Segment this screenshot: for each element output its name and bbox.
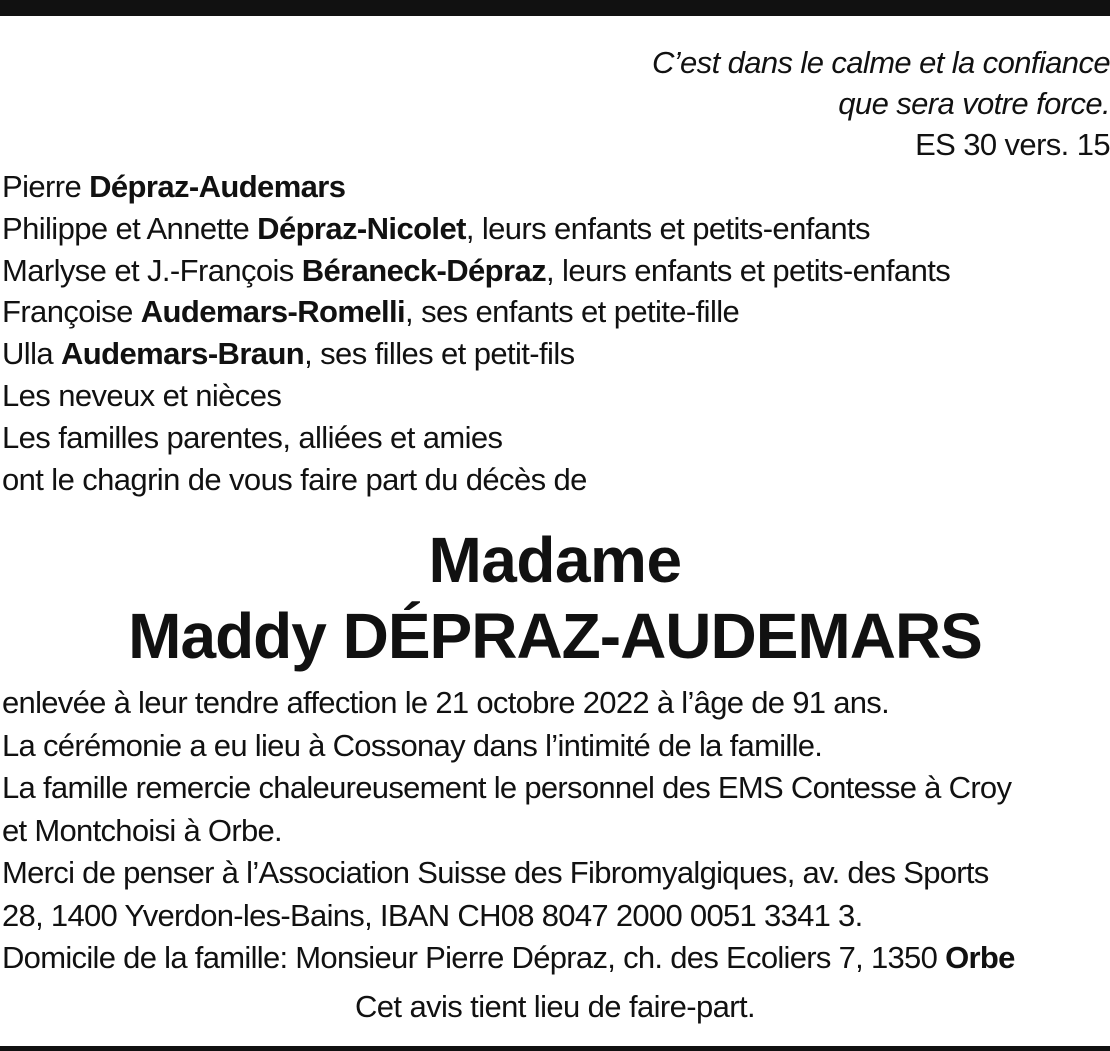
- epigraph-verse-line-2: que sera votre force.: [838, 86, 1110, 121]
- deceased-title: Madame: [428, 524, 682, 596]
- mourner-given-names: Philippe et Annette: [2, 210, 258, 246]
- mourner-relation: , ses enfants et petite-fille: [405, 294, 740, 330]
- mourner-surname: Audemars-Braun: [61, 336, 305, 372]
- domicile-address: Domicile de la famille: Monsieur Pierre Dépraz, ch. des Ecoliers 7, 1350: [2, 940, 946, 975]
- mourner-line: [2, 375, 950, 417]
- mourner-surname: Dépraz-Audemars: [89, 169, 346, 204]
- mourner-given-names: Pierre: [2, 169, 90, 204]
- domicile-town: Orbe: [945, 940, 1015, 975]
- mourner-line: [2, 417, 950, 459]
- mourner-line: [2, 250, 950, 292]
- mourner-line: [2, 166, 950, 208]
- announcement-text: ont le chagrin de vous faire part du décès de: [2, 461, 587, 497]
- deceased-heading: [0, 522, 1110, 674]
- family-domicile: [2, 937, 1015, 980]
- mourner-relation: , leurs enfants et petits-enfants: [546, 252, 951, 288]
- mourner-given-names: Marlyse et J.-François: [2, 252, 302, 288]
- notice-details: [2, 682, 1015, 980]
- mourner-line: [2, 208, 950, 250]
- mourner-line: [2, 291, 950, 333]
- mourner-group: Les neveux et nièces: [2, 377, 282, 413]
- mourner-line: [2, 333, 950, 375]
- death-date-text: enlevée à leur tendre affection le 21 octobre 2022 à l’âge de 91 ans.: [2, 685, 889, 720]
- mourner-surname: Audemars-Romelli: [140, 294, 406, 330]
- deceased-name: Maddy DÉPRAZ-AUDEMARS: [128, 600, 982, 672]
- bottom-border-rule: [0, 1046, 1110, 1051]
- ceremony-text: La cérémonie a eu lieu à Cossonay dans l’intimité de la famille.: [2, 727, 823, 763]
- epigraph-reference: ES 30 vers. 15: [915, 127, 1110, 162]
- top-border-rule: [0, 0, 1110, 16]
- mourner-given-names: Ulla: [2, 336, 62, 372]
- donation-text-line-2: 28, 1400 Yverdon-les-Bains, IBAN CH08 8047 2000 0051 3341 3.: [2, 897, 863, 933]
- mourner-group: Les familles parentes, alliées et amies: [2, 419, 503, 455]
- mourner-given-names: Françoise: [2, 294, 141, 330]
- mourners-list: [2, 166, 950, 500]
- closing-note: Cet avis tient lieu de faire-part.: [354, 989, 756, 1024]
- mourner-surname: Dépraz-Nicolet: [257, 210, 466, 246]
- mourner-surname: Béraneck-Dépraz: [301, 252, 547, 288]
- mourner-relation: , leurs enfants et petits-enfants: [465, 210, 870, 246]
- thanks-text-line-2: et Montchoisi à Orbe.: [2, 812, 282, 848]
- epigraph-verse-line-1: C’est dans le calme et la confiance: [651, 45, 1110, 80]
- thanks-text-line-1: La famille remercie chaleureusement le personnel des EMS Contesse à Croy: [2, 770, 1012, 805]
- epigraph: [652, 42, 1110, 165]
- mourner-relation: , ses filles et petit-fils: [304, 336, 575, 372]
- donation-text-line-1: Merci de penser à l’Association Suisse des Fibromyalgiques, av. des Sports: [2, 855, 989, 890]
